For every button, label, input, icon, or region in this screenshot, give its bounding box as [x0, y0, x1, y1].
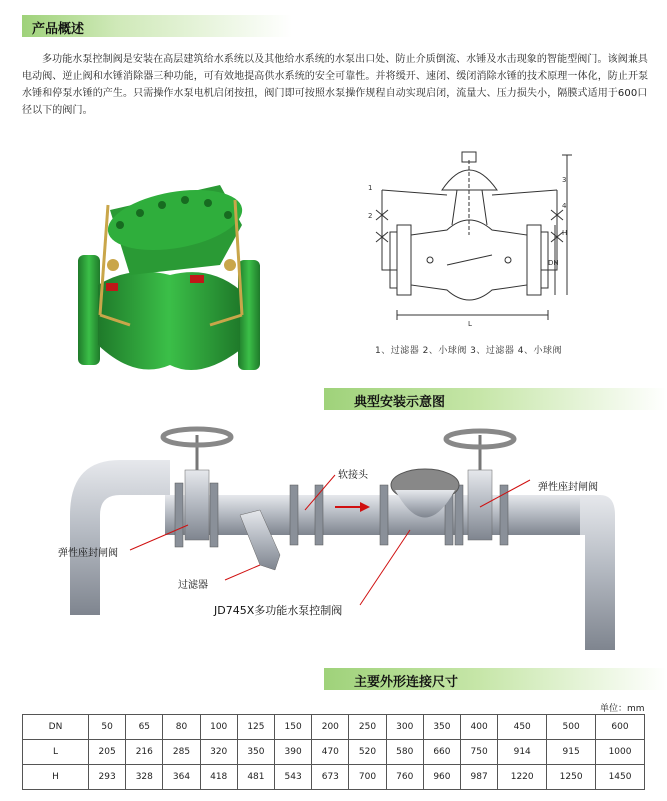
table-cell: 320 — [200, 740, 237, 765]
table-cell: 673 — [312, 765, 349, 790]
table-cell: 390 — [275, 740, 312, 765]
intro-paragraph — [22, 51, 652, 119]
installation-diagram — [60, 415, 620, 655]
table-cell: 285 — [163, 740, 200, 765]
mark-1: 1 — [368, 184, 373, 192]
intro-text: 多功能水泵控制阀是安装在高层建筑给水系统以及其他给水系统的水泵出口处、防止介质倒流、水锤及水击现象的智能型阀门。该阀兼具电动阀、逆止阀和水锤消除器三种功能，可有效地提高供水系统的安全可靠性。并将缓开、速闭、缓闭消除水锤的技术原理一体化，防止开泵水锤和停泵水锤的产生。只需操作水泵电机启闭按扭，阀门即可按照水泵操作规程自动实现启闭，流量大、压力损失小，隔膜式适用于600口径以下的阀门。 — [22, 54, 649, 116]
table-cell: 660 — [423, 740, 460, 765]
table-cell: 1450 — [596, 765, 645, 790]
table-cell: 1000 — [596, 740, 645, 765]
table-cell: 150 — [275, 715, 312, 740]
table-cell: 250 — [349, 715, 386, 740]
table-cell: 350 — [237, 740, 274, 765]
mark-dn: DN — [548, 259, 559, 267]
table-cell: 216 — [126, 740, 163, 765]
table-cell: 960 — [423, 765, 460, 790]
table-cell: 300 — [386, 715, 423, 740]
table-cell: 200 — [312, 715, 349, 740]
table-cell: 750 — [461, 740, 498, 765]
table-cell: 293 — [89, 765, 126, 790]
label-gate-valve-left: 弹性座封闸阀 — [58, 548, 118, 559]
table-cell: 400 — [461, 715, 498, 740]
table-cell: 700 — [349, 765, 386, 790]
section-header-overview — [22, 15, 292, 37]
table-cell: 125 — [237, 715, 274, 740]
mark-l: L — [468, 320, 472, 328]
row-header: DN — [23, 715, 89, 740]
valve-section-drawing — [362, 150, 577, 330]
table-cell: 520 — [349, 740, 386, 765]
unit-label: 单位：mm — [600, 704, 645, 714]
section-header-dims — [324, 668, 667, 690]
section-header-install — [324, 388, 667, 410]
table-cell: 470 — [312, 740, 349, 765]
table-cell: 580 — [386, 740, 423, 765]
table-cell: 80 — [163, 715, 200, 740]
mark-4: 4 — [562, 202, 567, 210]
table-cell: 760 — [386, 765, 423, 790]
table-cell: 328 — [126, 765, 163, 790]
section-title-dims: 主要外形连接尺寸 — [354, 675, 459, 690]
table-cell: 450 — [498, 715, 547, 740]
mark-3: 3 — [562, 176, 567, 184]
dimension-table — [22, 714, 645, 790]
section-title-overview: 产品概述 — [32, 22, 85, 37]
table-cell: 350 — [423, 715, 460, 740]
table-cell: 914 — [498, 740, 547, 765]
mark-2: 2 — [368, 212, 373, 220]
table-row — [23, 765, 645, 790]
label-soft-joint: 软接头 — [338, 470, 368, 481]
table-cell: 481 — [237, 765, 274, 790]
mark-h: H — [562, 229, 568, 237]
label-filter: 过滤器 — [178, 580, 208, 591]
table-row — [23, 715, 645, 740]
label-pump-control-valve: JD745X多功能水泵控制阀 — [214, 604, 343, 617]
label-gate-valve-right: 弹性座封闸阀 — [538, 482, 598, 493]
row-header: H — [23, 765, 89, 790]
drawing-legend: 1、过滤器 2、小球阀 3、过滤器 4、小球阀 — [375, 346, 562, 356]
table-row — [23, 740, 645, 765]
valve-photo — [70, 165, 270, 385]
row-header: L — [23, 740, 89, 765]
table-cell: 364 — [163, 765, 200, 790]
table-cell: 500 — [547, 715, 596, 740]
table-cell: 600 — [596, 715, 645, 740]
table-cell: 987 — [461, 765, 498, 790]
section-title-install: 典型安装示意图 — [354, 395, 446, 410]
table-cell: 1250 — [547, 765, 596, 790]
table-cell: 100 — [200, 715, 237, 740]
table-cell: 65 — [126, 715, 163, 740]
table-cell: 50 — [89, 715, 126, 740]
table-cell: 205 — [89, 740, 126, 765]
table-cell: 543 — [275, 765, 312, 790]
table-cell: 1220 — [498, 765, 547, 790]
table-cell: 418 — [200, 765, 237, 790]
table-cell: 915 — [547, 740, 596, 765]
